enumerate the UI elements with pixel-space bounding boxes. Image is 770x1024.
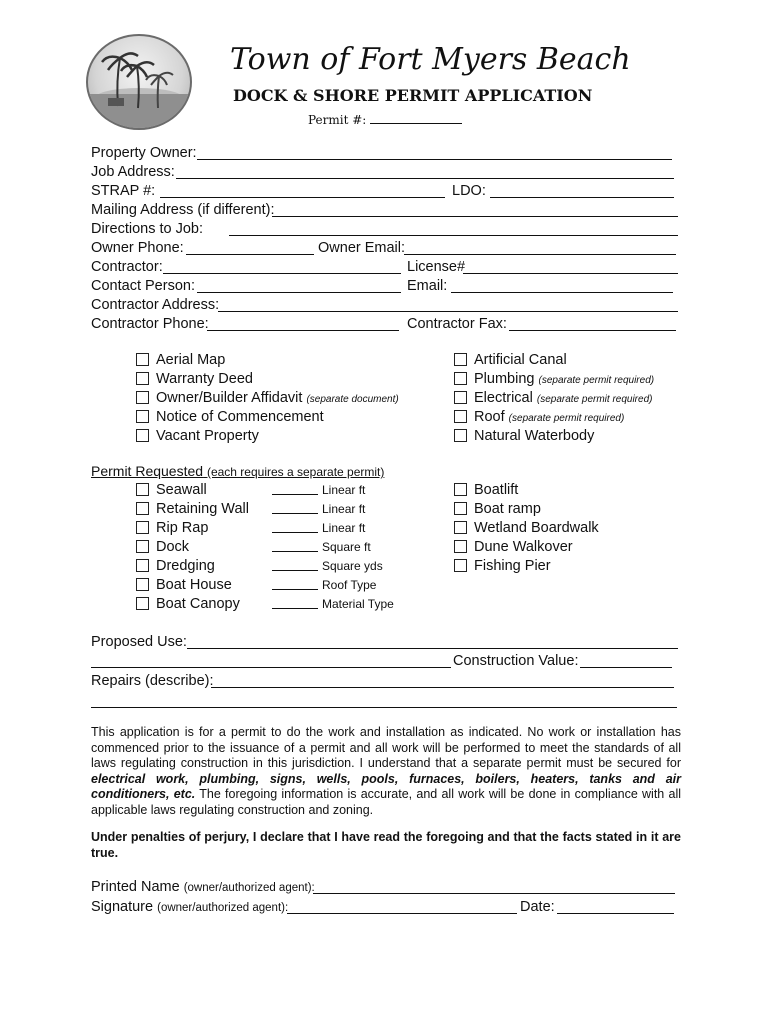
contractor-line[interactable]: [163, 273, 401, 274]
checkbox-icon[interactable]: [454, 429, 467, 442]
proposed-use-line[interactable]: [187, 648, 678, 649]
strap-line[interactable]: [160, 197, 445, 198]
boat-house-unit: Roof Type: [322, 578, 377, 592]
email-line[interactable]: [451, 292, 673, 293]
checkbox-owner-builder-affidavit[interactable]: Owner/Builder Affidavit (separate document): [136, 389, 399, 409]
palm-trees-icon: [88, 36, 190, 128]
contractor-address-line[interactable]: [218, 311, 678, 312]
repairs-label: Repairs (describe):: [91, 673, 214, 689]
checkbox-icon[interactable]: [454, 483, 467, 496]
checkbox-wetland-boardwalk[interactable]: Wetland Boardwalk: [454, 519, 599, 537]
signature-label: Signature (owner/authorized agent):: [91, 899, 289, 915]
dredging-quantity-line[interactable]: [272, 570, 318, 571]
checkbox-icon[interactable]: [136, 559, 149, 572]
mailing-address-line[interactable]: [272, 216, 678, 217]
contact-person-line[interactable]: [197, 292, 401, 293]
checkbox-icon[interactable]: [454, 372, 467, 385]
checkbox-icon[interactable]: [136, 410, 149, 423]
repairs-line[interactable]: [211, 687, 674, 688]
contractor-fax-label: Contractor Fax:: [407, 316, 507, 332]
owner-email-label: Owner Email:: [318, 240, 406, 256]
signature-line[interactable]: [287, 913, 517, 914]
contact-person-label: Contact Person:: [91, 278, 195, 294]
form-subtitle: DOCK & SHORE PERMIT APPLICATION: [233, 86, 593, 105]
checkbox-icon[interactable]: [454, 391, 467, 404]
date-line[interactable]: [557, 913, 674, 914]
retaining-wall-quantity-line[interactable]: [272, 513, 318, 514]
checkbox-boatlift[interactable]: Boatlift: [454, 481, 518, 499]
permit-number-field: [308, 111, 462, 127]
checkbox-boat-canopy[interactable]: Boat Canopy: [136, 595, 240, 613]
license-line[interactable]: [463, 273, 678, 274]
printed-name-line[interactable]: [313, 893, 675, 894]
boat-canopy-material-line[interactable]: [272, 608, 318, 609]
checkbox-icon[interactable]: [136, 353, 149, 366]
checkbox-icon[interactable]: [454, 502, 467, 515]
dock-quantity-line[interactable]: [272, 551, 318, 552]
checkbox-artificial-canal[interactable]: Artificial Canal: [454, 351, 567, 369]
checkbox-icon[interactable]: [136, 483, 149, 496]
statement-paragraph: This application is for a permit to do the work and installation as indicated. No work or installation has commenced prior to the issuance of a permit and all work will be performed to meet the standards of all laws regulating construction in this jurisdiction. I understand that a separate permit must be secured for electrical work, plumbing, signs, wells, pools, furnaces, boilers, heaters, tanks and air conditioners, etc. The foregoing information is accurate, and all work will be done in compliance with all applicable laws regulating construction and zoning.: [91, 725, 681, 817]
perjury-declaration: Under penalties of perjury, I declare that I have read the foregoing and that the facts stated in it are true.: [91, 830, 681, 860]
town-logo: [86, 34, 192, 130]
page-title: Town of Fort Myers Beach: [230, 42, 631, 77]
permit-requested-heading: Permit Requested (each requires a separate permit): [91, 463, 385, 479]
checkbox-dune-walkover[interactable]: Dune Walkover: [454, 538, 573, 556]
checkbox-icon[interactable]: [136, 429, 149, 442]
checkbox-icon[interactable]: [454, 353, 467, 366]
checkbox-icon[interactable]: [136, 578, 149, 591]
proposed-use-label: Proposed Use:: [91, 634, 187, 650]
retaining-wall-unit: Linear ft: [322, 502, 366, 516]
repairs-line-2[interactable]: [91, 707, 677, 708]
checkbox-icon[interactable]: [136, 521, 149, 534]
directions-line[interactable]: [229, 235, 678, 236]
checkbox-plumbing[interactable]: Plumbing (separate permit required): [454, 370, 654, 390]
job-address-line[interactable]: [176, 178, 674, 179]
rip-rap-quantity-line[interactable]: [272, 532, 318, 533]
checkbox-electrical[interactable]: Electrical (separate permit required): [454, 389, 652, 409]
owner-email-line[interactable]: [404, 254, 676, 255]
checkbox-icon[interactable]: [136, 391, 149, 404]
license-label: License#: [407, 259, 466, 275]
boat-canopy-unit: Material Type: [322, 597, 394, 611]
proposed-use-line-2[interactable]: [91, 667, 451, 668]
contractor-phone-line[interactable]: [207, 330, 399, 331]
checkbox-rip-rap[interactable]: Rip Rap: [136, 519, 208, 537]
owner-phone-label: Owner Phone:: [91, 240, 184, 256]
permit-number-label: Permit #:: [308, 113, 367, 127]
dredging-unit: Square yds: [322, 559, 383, 573]
ldo-label: LDO:: [452, 183, 486, 199]
checkbox-notice-of-commencement[interactable]: Notice of Commencement: [136, 408, 324, 426]
checkbox-boat-house[interactable]: Boat House: [136, 576, 232, 594]
checkbox-icon[interactable]: [454, 559, 467, 572]
checkbox-icon[interactable]: [454, 410, 467, 423]
checkbox-natural-waterbody[interactable]: Natural Waterbody: [454, 427, 594, 445]
checkbox-fishing-pier[interactable]: Fishing Pier: [454, 557, 551, 575]
checkbox-seawall[interactable]: Seawall: [136, 481, 207, 499]
checkbox-vacant-property[interactable]: Vacant Property: [136, 427, 259, 445]
checkbox-icon[interactable]: [454, 540, 467, 553]
checkbox-icon[interactable]: [136, 540, 149, 553]
ldo-line[interactable]: [490, 197, 674, 198]
contractor-phone-label: Contractor Phone:: [91, 316, 209, 332]
contractor-fax-line[interactable]: [509, 330, 676, 331]
contractor-address-label: Contractor Address:: [91, 297, 220, 313]
date-label: Date:: [520, 899, 555, 915]
checkbox-dock[interactable]: Dock: [136, 538, 189, 556]
contractor-label: Contractor:: [91, 259, 163, 275]
printed-name-label: Printed Name (owner/authorized agent):: [91, 879, 315, 895]
construction-value-label: Construction Value:: [453, 653, 579, 669]
checkbox-roof[interactable]: Roof (separate permit required): [454, 408, 624, 428]
strap-label: STRAP #:: [91, 183, 156, 199]
checkbox-icon[interactable]: [136, 597, 149, 610]
permit-number-line[interactable]: [370, 111, 462, 124]
seawall-quantity-line[interactable]: [272, 494, 318, 495]
job-address-label: Job Address:: [91, 164, 175, 180]
email-label: Email:: [407, 278, 448, 294]
checkbox-retaining-wall[interactable]: Retaining Wall: [136, 500, 249, 518]
checkbox-dredging[interactable]: Dredging: [136, 557, 215, 575]
dock-unit: Square ft: [322, 540, 371, 554]
checkbox-icon[interactable]: [136, 502, 149, 515]
checkbox-warranty-deed[interactable]: Warranty Deed: [136, 370, 253, 388]
checkbox-boat-ramp[interactable]: Boat ramp: [454, 500, 541, 518]
owner-phone-line[interactable]: [186, 254, 314, 255]
rip-rap-unit: Linear ft: [322, 521, 366, 535]
checkbox-aerial-map[interactable]: Aerial Map: [136, 351, 225, 369]
boat-house-roof-line[interactable]: [272, 589, 318, 590]
seawall-unit: Linear ft: [322, 483, 366, 497]
checkbox-icon[interactable]: [136, 372, 149, 385]
property-owner-line[interactable]: [197, 159, 672, 160]
property-owner-label: Property Owner:: [91, 145, 197, 161]
mailing-address-label: Mailing Address (if different):: [91, 202, 275, 218]
construction-value-line[interactable]: [580, 667, 672, 668]
directions-label: Directions to Job:: [91, 221, 204, 237]
checkbox-icon[interactable]: [454, 521, 467, 534]
